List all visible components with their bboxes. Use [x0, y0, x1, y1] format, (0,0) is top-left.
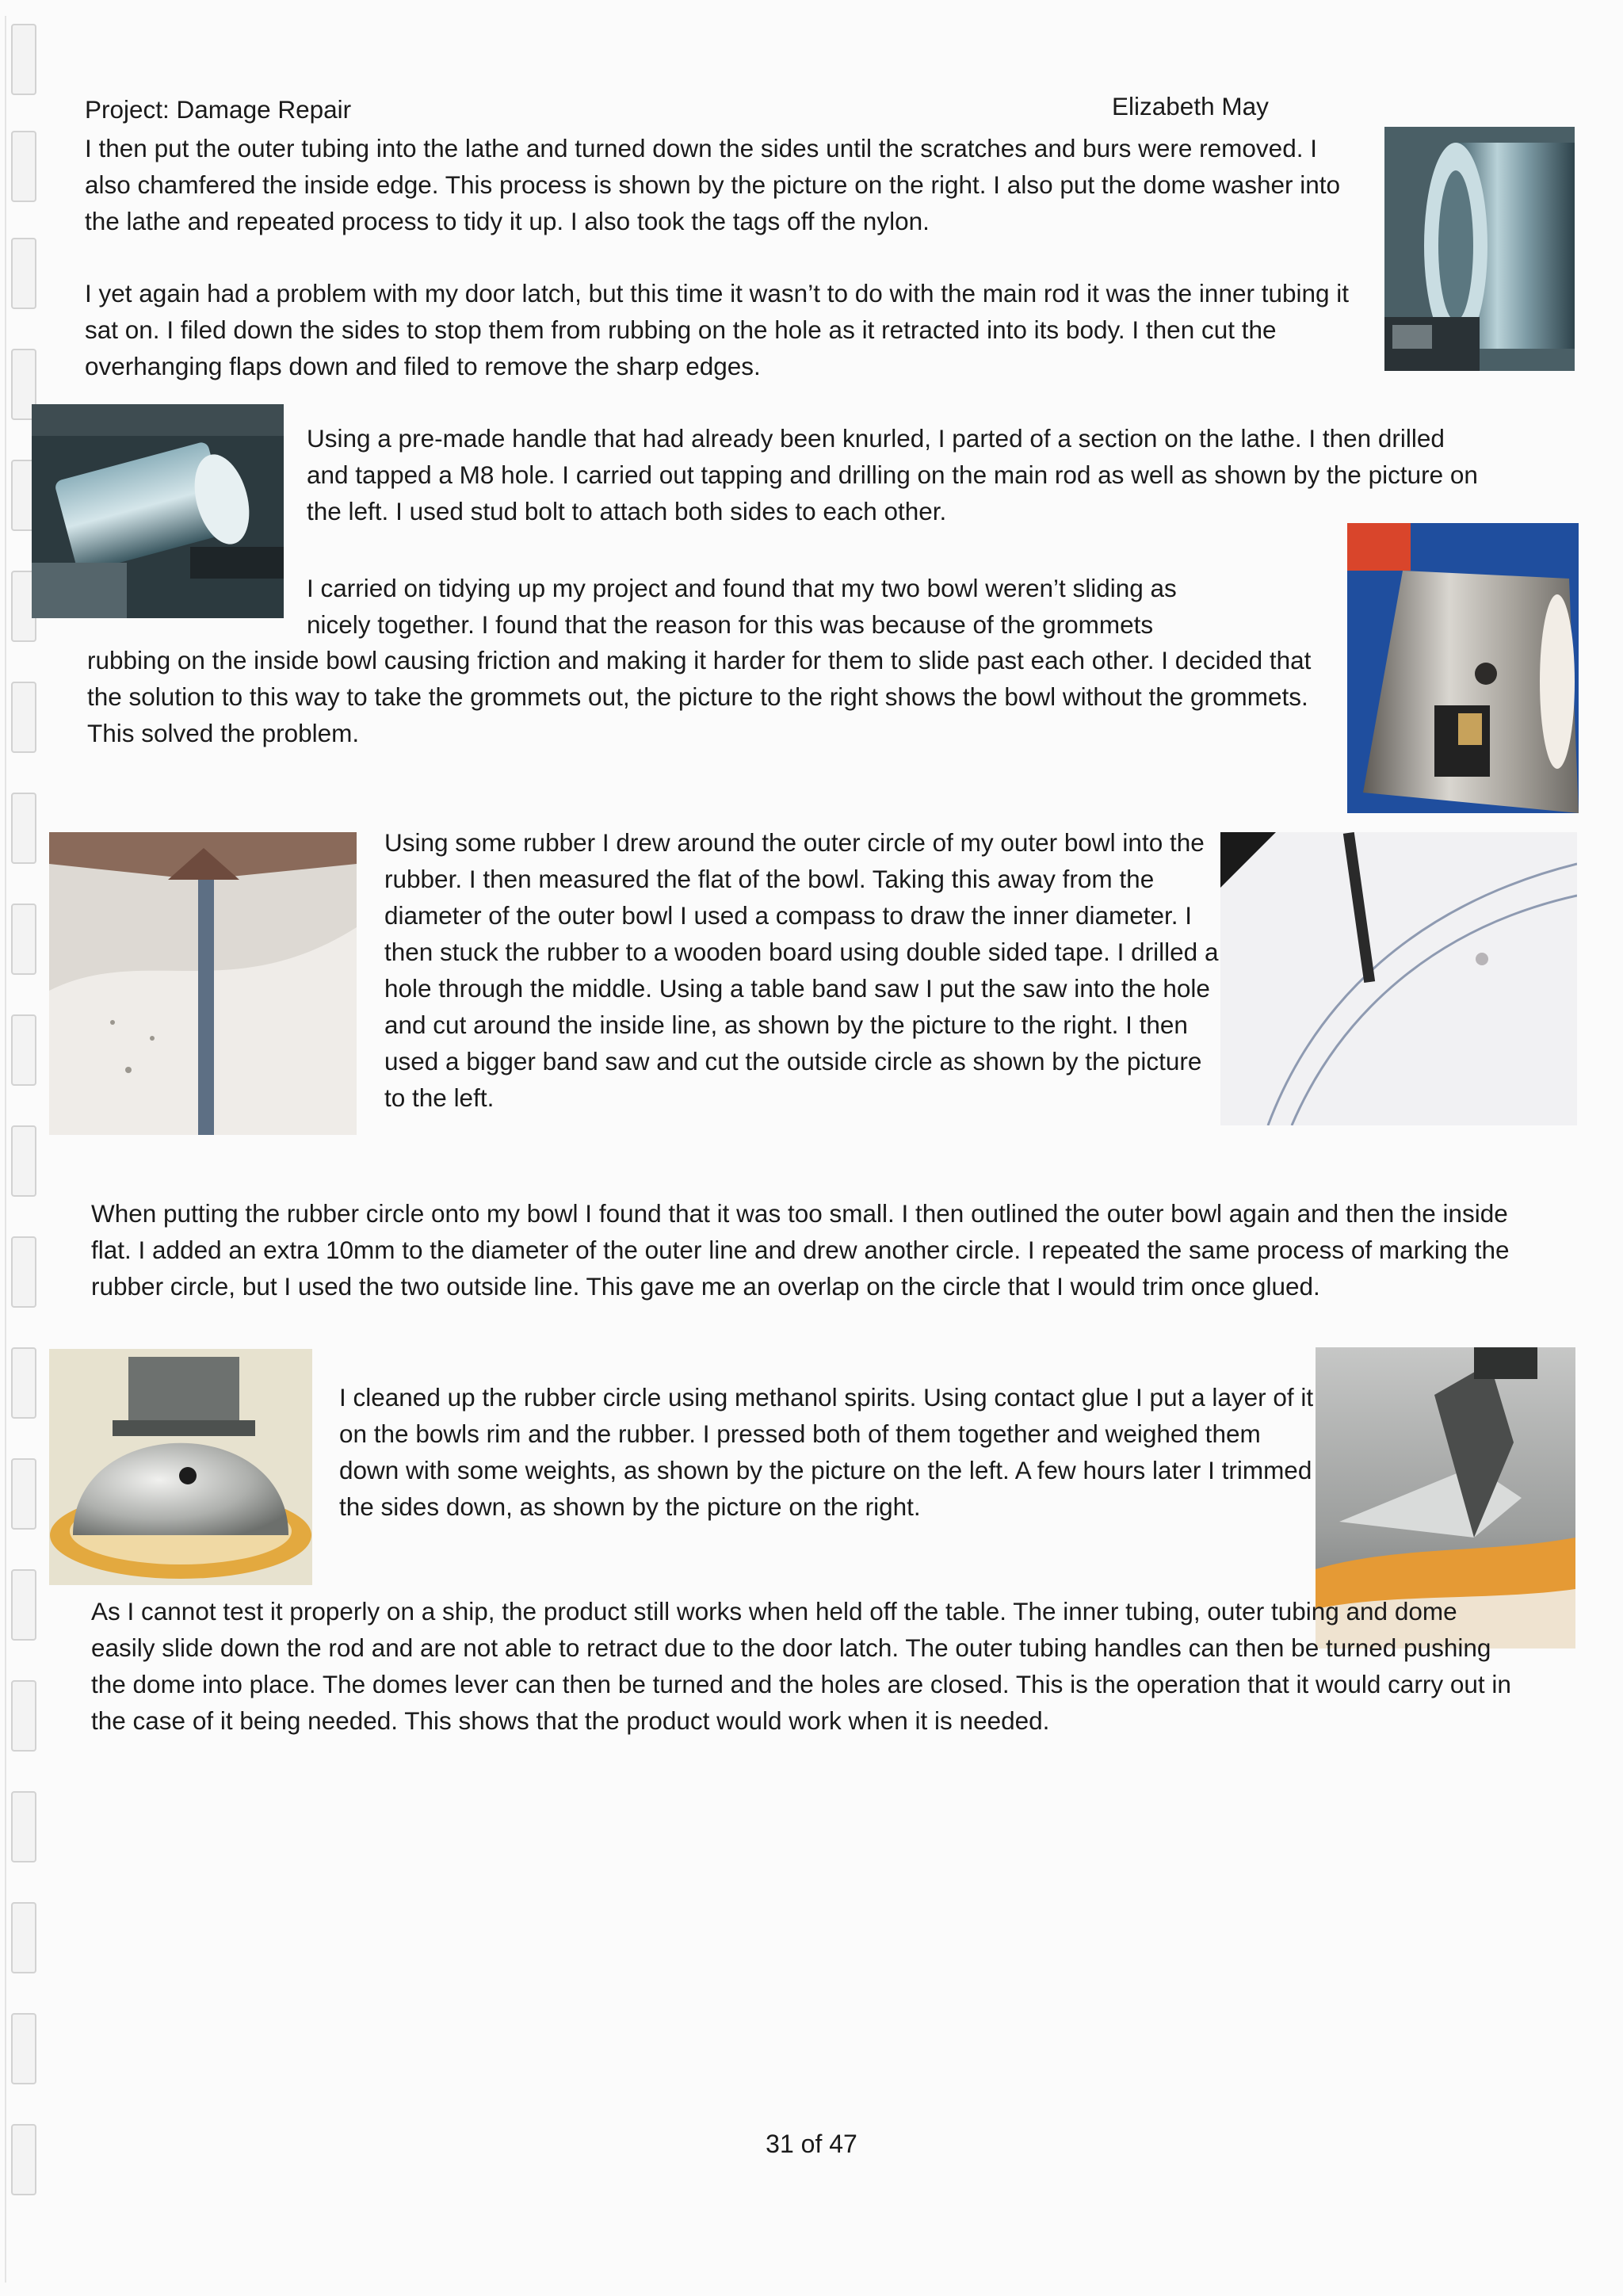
page-edge: [5, 16, 6, 2283]
paragraph-bowls-line1: I carried on tidying up my project and found that my two bowl weren’t sliding as: [307, 574, 1177, 602]
binding-margin: [0, 0, 55, 2296]
binding-hole: [11, 238, 36, 309]
binding-hole: [11, 1902, 36, 1973]
paragraph-bowls-rest: rubbing on the inside bowl causing friction and making it harder for them to slide past each other. I decided that the solution to this way to take the grommets out, the picture to the right shows the bowl without the grommets. This solved the problem.: [87, 646, 1312, 747]
author-name: Elizabeth May: [1112, 92, 1269, 120]
paragraph-lathe-outer-tubing: I then put the outer tubing into the lathe and turned down the sides until the scratches and burs were removed. I also chamfered the inside edge. This process is shown by the picture on the right. I also put the dome washer into the lathe and repeated process to tidy it up. I also took the tags off the nylon.: [85, 134, 1341, 235]
binding-hole: [11, 1680, 36, 1752]
paragraph-conclusion: As I cannot test it properly on a ship, the product still works when held off the table. The inner tubing, outer tubing and dome easily slide down the rod and are not able to retract due to the door latch. The outer tubing handles can then be turned pushing the dome into place. The domes lever can then be turned and the holes are closed. This is the operation that it would carry out in the case of it being needed. This shows that the product would work when it is needed.: [91, 1597, 1511, 1735]
binding-hole: [11, 1347, 36, 1419]
binding-hole: [11, 1458, 36, 1530]
binding-hole: [11, 793, 36, 864]
project-title: Project: Damage Repair: [85, 95, 352, 124]
paragraph-rubber-cutting: Using some rubber I drew around the outer circle of my outer bowl into the rubber. I then measured the flat of the bowl. Taking this away from the diameter of the outer bowl I used a compass to draw the inner diameter. I then stuck the rubber to a wooden board using double sided tape. I drilled a hole through the middle. Using a table band saw I put the saw into the hole and cut around the inside line, as shown by the picture to the right. I then used a bigger band saw and cut the outside circle as shown by the picture to the left.: [384, 828, 1219, 1112]
binding-hole: [11, 24, 36, 95]
paragraph-bowls-line2: nicely together. I found that the reason for this was because of the grommets: [307, 610, 1154, 639]
page-number: 31 of 47: [766, 2130, 857, 2158]
paragraph-door-latch: I yet again had a problem with my door latch, but this time it wasn’t to do with the main rod it was the inner tubing it sat on. I filed down the sides to stop them from rubbing on the hole as it retracted into its body. I then cut the overhanging flaps down and filed to remove the sharp edges.: [85, 279, 1350, 380]
binding-hole: [11, 131, 36, 202]
binding-hole: [11, 904, 36, 975]
binding-hole: [11, 1569, 36, 1641]
binding-hole: [11, 1125, 36, 1197]
photo-handle-lathe: [32, 404, 284, 618]
paragraph-handle: Using a pre-made handle that had already been knurled, I parted of a section on the lathe. I then drilled and tapped a M8 hole. I carried out tapping and drilling on the main rod as well as shown by the picture on the left. I used stud bolt to attach both sides to each other.: [307, 424, 1478, 525]
photo-bowl-weighted: [49, 1349, 312, 1585]
binding-hole: [11, 2013, 36, 2084]
photo-bowl-without-grommets: [1347, 523, 1579, 813]
binding-hole: [11, 1014, 36, 1086]
photo-band-saw-outer-circle: [49, 832, 357, 1135]
photo-outer-tubing-lathe: [1384, 127, 1575, 371]
binding-hole: [11, 1791, 36, 1862]
paragraph-gluing: I cleaned up the rubber circle using methanol spirits. Using contact glue I put a layer of it on the bowls rim and the rubber. I pressed both of them together and weighed them down with some weights, as shown by the picture on the left. A few hours later I trimmed the sides down, as shown by the picture on the right.: [339, 1383, 1314, 1521]
photo-band-saw-inner-circle: [1220, 832, 1577, 1125]
paragraph-rubber-circle-too-small: When putting the rubber circle onto my bowl I found that it was too small. I then outlined the outer bowl again and then the inside flat. I added an extra 10mm to the diameter of the outer line and drew another circle. I repeated the same process of marking the rubber circle, but I used the two outside line. This gave me an overlap on the circle that I would trim once glued.: [91, 1199, 1510, 1301]
binding-hole: [11, 1236, 36, 1308]
binding-hole: [11, 682, 36, 753]
